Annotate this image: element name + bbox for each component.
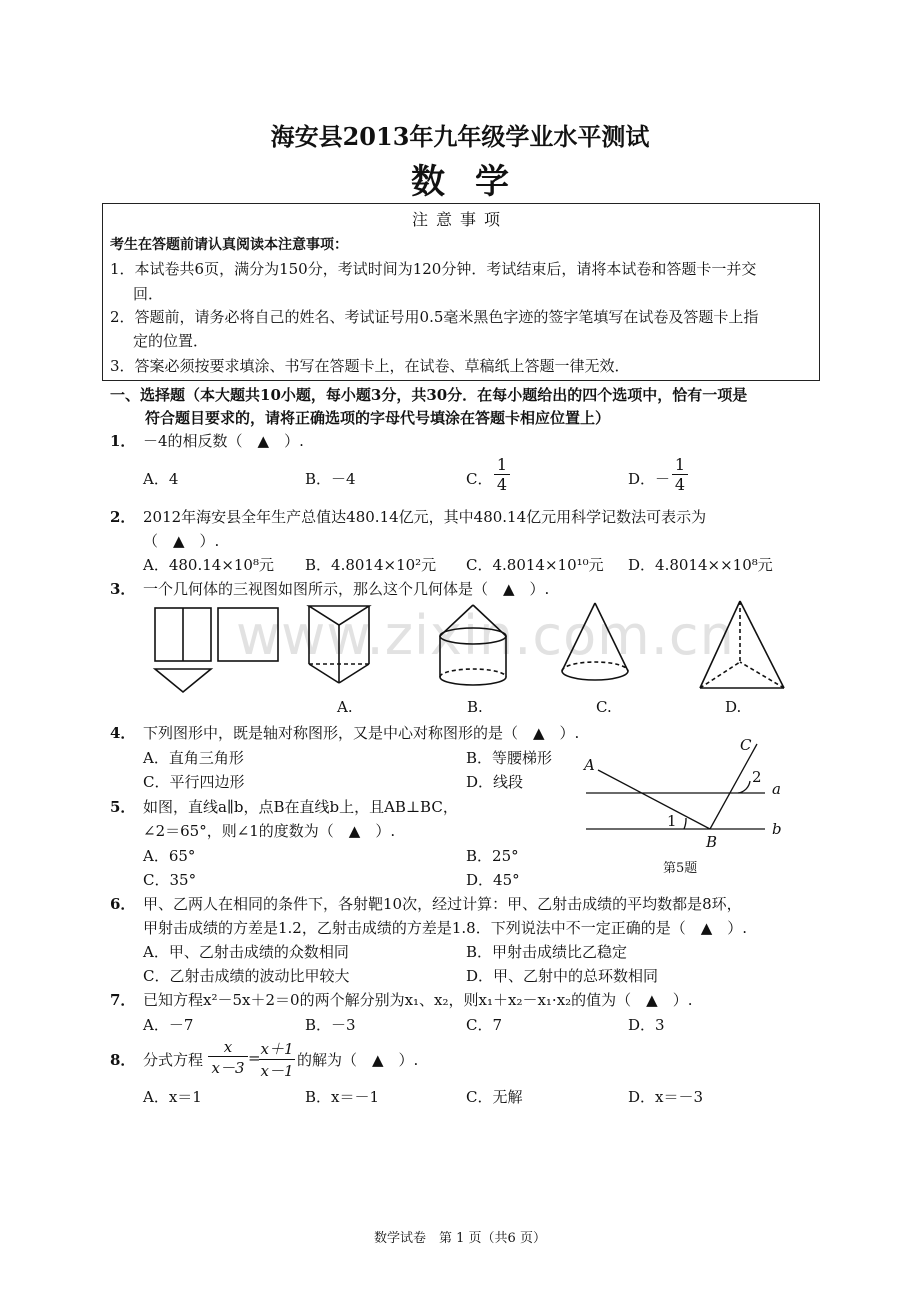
label-a: a xyxy=(772,780,781,798)
q7-option-a: A．－7 xyxy=(143,1016,194,1034)
q8-fraction-right xyxy=(259,1038,295,1081)
q2-stem: 2012年海安县全年生产总值达480.14亿元，其中480.14亿元用科学记数法可表示为 xyxy=(143,508,707,526)
q8-left-numerator: x xyxy=(223,1038,233,1056)
figure-caption: 第5题 xyxy=(663,861,698,876)
q1-c-numerator: 1 xyxy=(496,455,508,474)
q1-d-numerator: 1 xyxy=(674,455,686,474)
label-angle-2: 2 xyxy=(752,768,762,786)
q1-option-c-label: C． xyxy=(466,470,493,488)
q6-option-b: B．甲射击成绩比乙稳定 xyxy=(466,943,628,961)
q3-option-c: C. xyxy=(596,698,612,716)
notice-item-1-cont: 回． xyxy=(133,285,164,303)
q5-number: 5． xyxy=(110,798,136,816)
q2-option-d: D．4.8014××10⁸元 xyxy=(628,556,773,574)
q3-option-d: D. xyxy=(725,698,742,716)
watermark-text: www.zixin.com.cn xyxy=(236,604,735,667)
q2-stem-cont: （ ▲ ）. xyxy=(143,532,220,550)
notice-heading: 注意事项 xyxy=(411,210,508,229)
subject-title: 数学 xyxy=(411,162,539,202)
notice-item-2-cont: 定的位置． xyxy=(133,332,209,350)
notice-item-1: 1．本试卷共6页，满分为150分，考试时间为120分钟．考试结束后，请将本试卷和答题卡一并交 xyxy=(110,260,757,278)
q8-fraction-left xyxy=(208,1038,248,1078)
q8-stem-post: 的解为（ ▲ ）. xyxy=(297,1051,419,1069)
q8-number: 8． xyxy=(110,1051,136,1069)
q5-option-b: B．25° xyxy=(466,847,519,865)
q8-option-c: C．无解 xyxy=(466,1088,523,1106)
label-b: b xyxy=(772,820,782,838)
q2-option-a: A．480.14×10⁸元 xyxy=(143,556,274,574)
section-heading: 一、选择题（本大题共10小题，每小题3分，共30分．在每小题给出的四个选项中，恰有一项是 xyxy=(110,386,748,404)
q4-option-a: A．直角三角形 xyxy=(143,749,244,767)
q8-right-numerator: x＋1 xyxy=(260,1040,294,1058)
q1-option-b: B．－4 xyxy=(305,470,356,488)
q1-c-denominator: 4 xyxy=(496,475,508,494)
q1-d-denominator: 4 xyxy=(674,475,686,494)
q7-option-c: C．7 xyxy=(466,1016,503,1034)
q5-stem-cont: ∠2＝65°，则∠1的度数为（ ▲ ）. xyxy=(143,822,396,840)
q4-option-b: B．等腰梯形 xyxy=(466,749,553,767)
q7-option-d: D．3 xyxy=(628,1016,665,1034)
q6-option-d: D．甲、乙射中的总环数相同 xyxy=(466,967,659,985)
q8-option-d: D．x＝－3 xyxy=(628,1088,704,1106)
q2-option-b: B．4.8014×10²元 xyxy=(305,556,437,574)
page-footer: 数学试卷 第 1 页（共6 页） xyxy=(374,1231,546,1246)
q4-option-d: D．线段 xyxy=(466,773,524,791)
section-heading-cont: 符合题目要求的，请将正确选项的字母代号填涂在答题卡相应位置上） xyxy=(145,409,611,427)
q8-equals: = xyxy=(248,1049,261,1067)
q1-option-d-label: D．－ xyxy=(628,470,671,488)
q8-option-b: B．x＝－1 xyxy=(305,1088,380,1106)
q7-stem: 已知方程x²－5x＋2＝0的两个解分别为x₁、x₂，则x₁＋x₂－x₁·x₂的值为（ ▲ ）. xyxy=(143,991,693,1009)
q3-number: 3． xyxy=(110,580,136,598)
segment-bc xyxy=(710,744,757,829)
label-A: A xyxy=(584,756,595,774)
q8-left-denominator: x－3 xyxy=(211,1059,245,1077)
angle-2-arc xyxy=(738,781,750,793)
notice-item-2: 2．答题前，请务必将自己的姓名、考试证号用0.5毫米黑色字迹的签字笔填写在试卷及答题卡上指 xyxy=(110,308,759,326)
q1-number: 1． xyxy=(110,432,136,450)
q8-option-a: A．x＝1 xyxy=(143,1088,202,1106)
notice-item-3: 3．答案必须按要求填涂、书写在答题卡上，在试卷、草稿纸上答题一律无效． xyxy=(110,357,630,375)
q6-option-c: C．乙射击成绩的波动比甲较大 xyxy=(143,967,350,985)
q7-number: 7． xyxy=(110,991,136,1009)
q4-number: 4． xyxy=(110,724,136,742)
q1-stem: －4的相反数（ ▲ ）. xyxy=(143,432,304,450)
q4-stem: 下列图形中，既是轴对称图形，又是中心对称图形的是（ ▲ ）. xyxy=(143,724,580,742)
label-C: C xyxy=(740,736,752,754)
q5-stem: 如图，直线a∥b，点B在直线b上，且AB⊥BC， xyxy=(143,798,458,816)
q5-option-d: D．45° xyxy=(466,871,520,889)
q2-number: 2． xyxy=(110,508,136,526)
q3-stem: 一个几何体的三视图如图所示，那么这个几何体是（ ▲ ）. xyxy=(143,580,550,598)
q5-option-a: A．65° xyxy=(143,847,196,865)
q6-number: 6． xyxy=(110,895,136,913)
q7-option-b: B．－3 xyxy=(305,1016,356,1034)
q6-stem-cont: 甲射击成绩的方差是1.2，乙射击成绩的方差是1.8．下列说法中不一定正确的是（ ▲ ）. xyxy=(143,919,748,937)
q1-option-a: A．4 xyxy=(143,470,179,488)
q2-option-c: C．4.8014×10¹⁰元 xyxy=(466,556,604,574)
q6-option-a: A．甲、乙射击成绩的众数相同 xyxy=(143,943,349,961)
label-B: B xyxy=(706,833,718,851)
q3-option-b: B. xyxy=(467,698,483,716)
angle-1-arc xyxy=(684,818,686,829)
notice-intro: 考生在答题前请认真阅读本注意事项： xyxy=(110,237,348,253)
q4-option-c: C．平行四边形 xyxy=(143,773,245,791)
q5-option-c: C．35° xyxy=(143,871,197,889)
label-angle-1: 1 xyxy=(667,812,677,830)
q8-right-denominator: x－1 xyxy=(260,1062,294,1080)
segment-ab xyxy=(598,770,710,829)
q3-option-a: A. xyxy=(337,698,353,716)
q6-stem: 甲、乙两人在相同的条件下，各射靶10次，经过计算：甲、乙射击成绩的平均数都是8环， xyxy=(143,895,742,913)
exam-title: 海安县2013年九年级学业水平测试 xyxy=(270,122,650,151)
q8-stem-pre: 分式方程 xyxy=(143,1051,204,1069)
